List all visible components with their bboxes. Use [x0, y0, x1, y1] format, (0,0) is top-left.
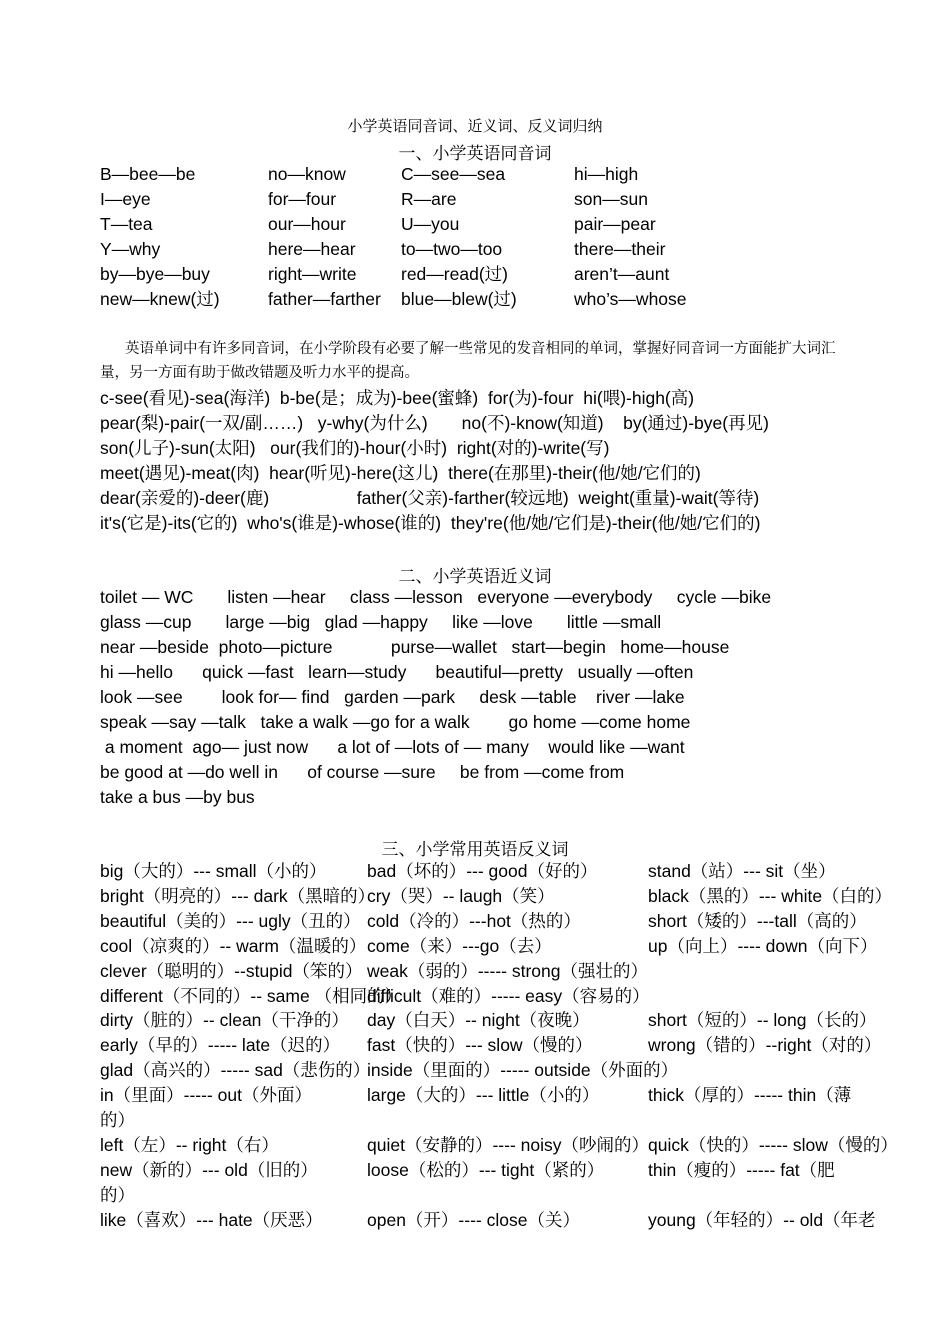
- section-2-heading: 二、小学英语近义词: [398, 567, 552, 587]
- antonym-item: thin（瘦的）----- fat（肥: [648, 1159, 835, 1180]
- homophone-group-item: for—four: [268, 189, 337, 209]
- antonym-item: day（白天）-- night（夜晚）: [367, 1010, 590, 1031]
- antonym-row: [100, 960, 860, 985]
- homophone-line: it's(它是)-its(它的) who's(谁是)-whose(谁的) they're(他/她/它们是)-their(他/她/它们的): [100, 513, 761, 533]
- antonym-item: short（矮的）---tall（高的）: [648, 910, 867, 931]
- antonym-row: [100, 910, 867, 935]
- antonym-item: stand（站）--- sit（坐）: [648, 861, 836, 881]
- homophone-group-row: [100, 263, 860, 288]
- homophone-group-item: pair—pear: [574, 214, 656, 234]
- homophone-line: pear(梨)-pair(一双/副……) y-why(为什么) no(不)-know(知道) by(通过)-bye(再见): [100, 413, 769, 433]
- homophone-group-item: here—hear: [268, 239, 356, 259]
- antonym-row: [100, 985, 860, 1010]
- homophone-group-item: aren’t—aunt: [574, 264, 670, 284]
- antonym-row: [100, 1134, 898, 1159]
- antonym-row: [100, 1209, 876, 1234]
- homophone-group-item: I—eye: [100, 189, 151, 209]
- antonym-row: [100, 1159, 860, 1184]
- section-3-heading: 三、小学常用英语反义词: [381, 840, 569, 860]
- antonym-item: large（大的）--- little（小的）: [367, 1085, 600, 1106]
- homophone-group-item: B—bee—be: [100, 164, 196, 184]
- synonym-line: a moment ago— just now a lot of —lots of — many would like —want: [100, 737, 685, 757]
- homophone-group-item: father—farther: [268, 289, 381, 309]
- antonym-item: up（向上）---- down（向下）: [648, 935, 878, 956]
- homophone-group-item: new—knew(过): [100, 289, 220, 309]
- antonym-item: 的）: [100, 1184, 135, 1205]
- antonym-item: clever（聪明的）--stupid（笨的）: [100, 960, 363, 981]
- homophone-group-item: right—write: [268, 264, 357, 284]
- antonym-item: dirty（脏的）-- clean（干净的）: [100, 1010, 349, 1031]
- homophone-group-item: R—are: [401, 189, 457, 209]
- homophone-group-item: son—sun: [574, 189, 648, 209]
- antonym-item: black（黑的）--- white（白的）: [648, 885, 893, 906]
- homophone-group-item: by—bye—buy: [100, 264, 210, 284]
- antonym-row: [100, 1034, 882, 1059]
- homophone-group-item: who’s—whose: [574, 289, 687, 309]
- antonym-item: 的）: [100, 1110, 135, 1130]
- synonym-line: toilet — WC listen —hear class —lesson everyone —everybody cycle —bike: [100, 587, 772, 607]
- homophone-group-item: T—tea: [100, 214, 153, 234]
- antonym-item: in（里面）----- out（外面）: [100, 1085, 312, 1106]
- antonym-item: bad（坏的）--- good（好的）: [367, 861, 598, 881]
- antonym-row: [100, 1184, 860, 1209]
- homophone-group-item: U—you: [401, 214, 460, 234]
- antonym-item: thick（厚的）----- thin（薄: [648, 1085, 852, 1106]
- homophone-group-item: our—hour: [268, 214, 346, 234]
- antonym-row: [100, 1109, 860, 1134]
- antonym-item: early（早的）----- late（迟的）: [100, 1035, 341, 1056]
- antonym-item: fast（快的）--- slow（慢的）: [367, 1035, 593, 1056]
- synonym-line: speak —say —talk take a walk —go for a walk go home —come home: [100, 712, 691, 732]
- intro-paragraph: [100, 337, 852, 385]
- antonym-row: [100, 860, 860, 885]
- homophone-group-item: blue—blew(过): [401, 289, 517, 309]
- homophone-group-row: [100, 288, 860, 313]
- section-1-heading: 一、小学英语同音词: [398, 144, 552, 164]
- homophone-group-item: Y—why: [100, 239, 161, 259]
- antonym-item: cool（凉爽的）-- warm（温暖的）: [100, 935, 367, 956]
- antonym-item: different（不同的）-- same （相同的）: [100, 985, 403, 1006]
- antonym-row: [100, 935, 878, 960]
- antonym-item: quick（快的）----- slow（慢的）: [648, 1134, 898, 1155]
- synonym-line: glass —cup large —big glad —happy like —love little —small: [100, 612, 662, 632]
- antonym-item: quiet（安静的）---- noisy（吵闹的）: [367, 1134, 649, 1155]
- antonym-item: like（喜欢）--- hate（厌恶）: [100, 1209, 323, 1230]
- synonym-line: near —beside photo—picture purse—wallet start—begin home—house: [100, 637, 730, 657]
- antonym-item: bright（明亮的）--- dark（黑暗的）: [100, 885, 376, 906]
- antonym-item: inside（里面的）----- outside（外面的）: [367, 1060, 679, 1081]
- homophone-group-row: [100, 238, 860, 263]
- antonym-item: difficult（难的）----- easy（容易的）: [367, 985, 650, 1006]
- document-title: 小学英语同音词、近义词、反义词归纳: [347, 117, 603, 135]
- antonym-item: weak（弱的）----- strong（强壮的）: [367, 960, 648, 981]
- antonym-row: [100, 885, 893, 910]
- synonym-line: hi —hello quick —fast learn—study beautiful—pretty usually —often: [100, 662, 694, 682]
- homophone-group-item: to—two—too: [401, 239, 503, 259]
- homophone-group-item: C—see—sea: [401, 164, 506, 184]
- synonym-line: be good at —do well in of course —sure be from —come from: [100, 762, 625, 782]
- antonym-item: young（年轻的）-- old（年老: [648, 1209, 876, 1230]
- antonym-item: glad（高兴的）----- sad（悲伤的）: [100, 1060, 371, 1081]
- homophone-line: c-see(看见)-sea(海洋) b-be(是；成为)-bee(蜜蜂) for(为)-four hi(喂)-high(高): [100, 388, 695, 408]
- homophone-group-row: [100, 213, 860, 238]
- homophone-group-item: no—know: [268, 164, 346, 184]
- antonym-item: cry（哭）-- laugh（笑）: [367, 885, 555, 906]
- homophone-group-row: [100, 188, 860, 213]
- antonym-item: wrong（错的）--right（对的）: [648, 1035, 882, 1056]
- antonym-item: open（开）---- close（关）: [367, 1209, 580, 1230]
- antonym-row: [100, 1059, 860, 1084]
- homophone-line: dear(亲爱的)-deer(鹿) father(父亲)-farther(较远地) weight(重量)-wait(等待): [100, 488, 760, 508]
- antonym-item: short（短的）-- long（长的）: [648, 1010, 877, 1031]
- antonym-item: cold（冷的）---hot（热的）: [367, 910, 581, 931]
- homophone-group-row: [100, 163, 860, 188]
- antonym-item: new（新的）--- old（旧的）: [100, 1159, 318, 1180]
- homophone-line: son(儿子)-sun(太阳) our(我们的)-hour(小时) right(对的)-write(写): [100, 438, 610, 458]
- antonym-item: come（来）---go（去）: [367, 935, 552, 956]
- synonym-line: look —see look for— find garden —park desk —table river —lake: [100, 687, 685, 707]
- homophone-group-item: red—read(过): [401, 264, 508, 284]
- antonym-item: left（左）-- right（右）: [100, 1134, 279, 1155]
- antonym-row: [100, 1009, 877, 1034]
- antonym-row: [100, 1084, 860, 1109]
- intro-text: 英语单词中有许多同音词，在小学阶段有必要了解一些常见的发音相同的单词，掌握好同音词一方面能扩大词汇量，另一方面有助于做改错题及听力水平的提高。: [100, 341, 836, 381]
- antonym-item: beautiful（美的）--- ugly（丑的）: [100, 910, 361, 931]
- synonym-line: take a bus —by bus: [100, 787, 255, 807]
- antonym-item: loose（松的）--- tight（紧的）: [367, 1159, 605, 1180]
- homophone-line: meet(遇见)-meat(肉) hear(听见)-here(这儿) there(在那里)-their(他/她/它们的): [100, 463, 701, 483]
- homophone-group-item: there—their: [574, 239, 666, 259]
- homophone-group-item: hi—high: [574, 164, 639, 184]
- antonym-item: big（大的）--- small（小的）: [100, 861, 327, 881]
